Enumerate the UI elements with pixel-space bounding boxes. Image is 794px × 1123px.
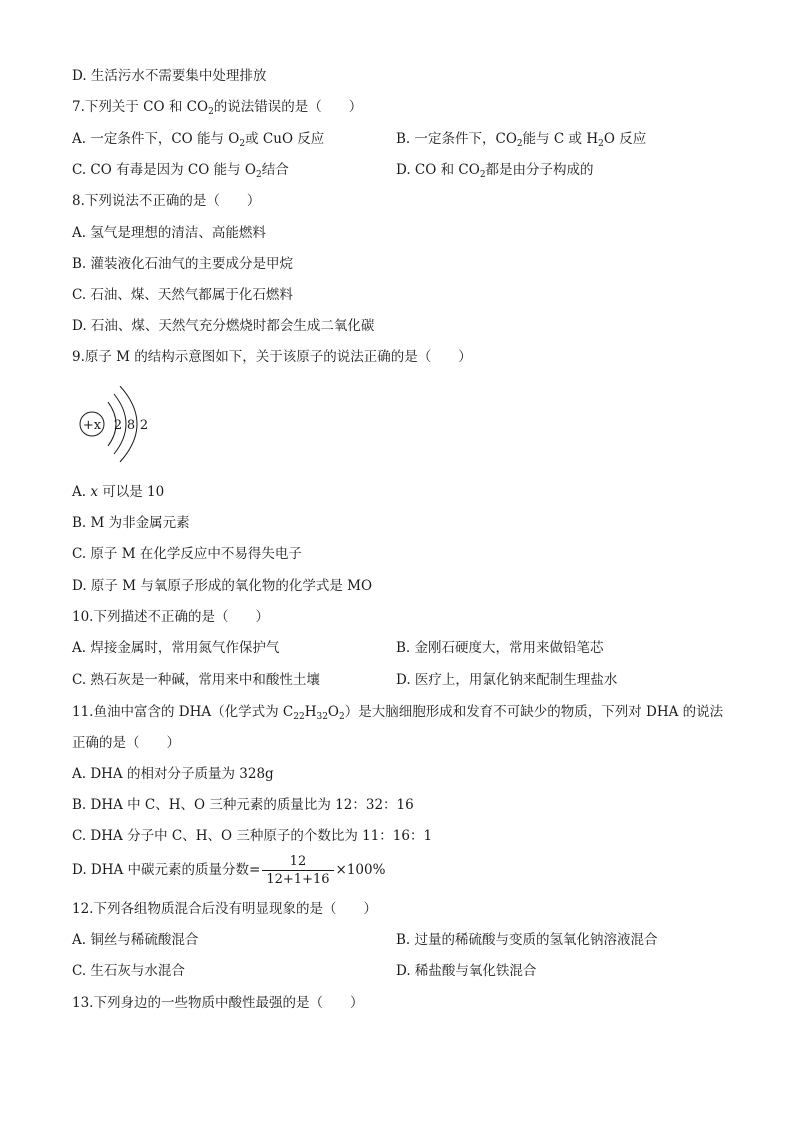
q6-option-d: D. 生活污水不需要集中处理排放	[72, 68, 267, 84]
q12-stem: 12.下列各组物质混合后没有明显现象的是（ ）	[72, 901, 377, 917]
q9-stem: 9.原子 M 的结构示意图如下，关于该原子的说法正确的是（ ）	[72, 349, 472, 365]
q7-option-c: C. CO 有毒是因为 CO 能与 $O_2$结合	[72, 162, 289, 180]
fraction: $\frac{12}{12+1+16}$	[262, 854, 333, 887]
q7-option-b: B. 一定条件下，$CO_2$能与 C 或 $H_2O$ 反应	[396, 131, 647, 149]
q10-option-c: C. 熟石灰是一种碱，常用来中和酸性土壤	[72, 672, 320, 688]
q11-option-b: B. DHA 中 C、H、O 三种元素的质量比为 12：32：16	[72, 797, 414, 813]
shell-electrons-3: 2	[139, 418, 149, 433]
q8-option-b: B. 灌装液化石油气的主要成分是甲烷	[72, 256, 294, 272]
shell-electrons-1: 2	[113, 418, 123, 433]
q12-option-c: C. 生石灰与水混合	[72, 963, 185, 979]
q12-option-d: D. 稀盐酸与氧化铁混合	[396, 963, 537, 979]
q11-option-c: C. DHA 分子中 C、H、O 三种原子的个数比为 11：16：1	[72, 828, 433, 844]
q9-option-d: D. 原子 M 与氧原子形成的氧化物的化学式是 MO	[72, 578, 373, 594]
q11-stem: 11.鱼油中富含的 DHA（化学式为 $C_{22}H_{32}O_2$）是大脑细胞形成和发育不可缺少的物质，下列对 DHA 的说法	[72, 704, 724, 722]
q8-stem: 8.下列说法不正确的是（ ）	[72, 193, 261, 209]
q9-option-a: A. x 可以是 10	[72, 484, 165, 500]
shell-electrons-2: 8	[126, 418, 136, 433]
q8-option-c: C. 石油、煤、天然气都属于化石燃料	[72, 287, 293, 303]
q11-option-a: A. DHA 的相对分子质量为 328g	[72, 766, 274, 782]
q7-option-a: A. 一定条件下，CO 能与 $O_2$或 CuO 反应	[72, 131, 325, 149]
q7-stem: 7.下列关于 CO 和 $CO_2$的说法错误的是（ ）	[72, 99, 363, 117]
q8-option-a: A. 氢气是理想的清洁、高能燃料	[72, 225, 266, 241]
q9-option-b: B. M 为非金属元素	[72, 515, 190, 531]
q11-stem-cont: 正确的是（ ）	[72, 735, 180, 751]
q7-option-d: D. CO 和 $CO_2$都是由分子构成的	[396, 162, 594, 180]
q13-stem: 13.下列身边的一些物质中酸性最强的是（ ）	[72, 995, 364, 1011]
nucleus-charge: +x	[82, 418, 102, 433]
q12-option-b: B. 过量的稀硫酸与变质的氢氧化钠溶液混合	[396, 932, 658, 948]
atom-structure-diagram	[78, 386, 168, 470]
q10-option-a: A. 焊接金属时，常用氮气作保护气	[72, 640, 280, 656]
q10-option-b: B. 金刚石硬度大，常用来做铅笔芯	[396, 640, 604, 656]
q12-option-a: A. 铜丝与稀硫酸混合	[72, 932, 199, 948]
q9-option-c: C. 原子 M 在化学反应中不易得失电子	[72, 546, 302, 562]
q8-option-d: D. 石油、煤、天然气充分燃烧时都会生成二氧化碳	[72, 318, 375, 334]
q10-stem: 10.下列描述不正确的是（ ）	[72, 609, 269, 625]
q11-option-d: D. DHA 中碳元素的质量分数= $\frac{12}{12+1+16}$ ×100%	[72, 854, 386, 887]
q10-option-d: D. 医疗上，用氯化钠来配制生理盐水	[396, 672, 618, 688]
